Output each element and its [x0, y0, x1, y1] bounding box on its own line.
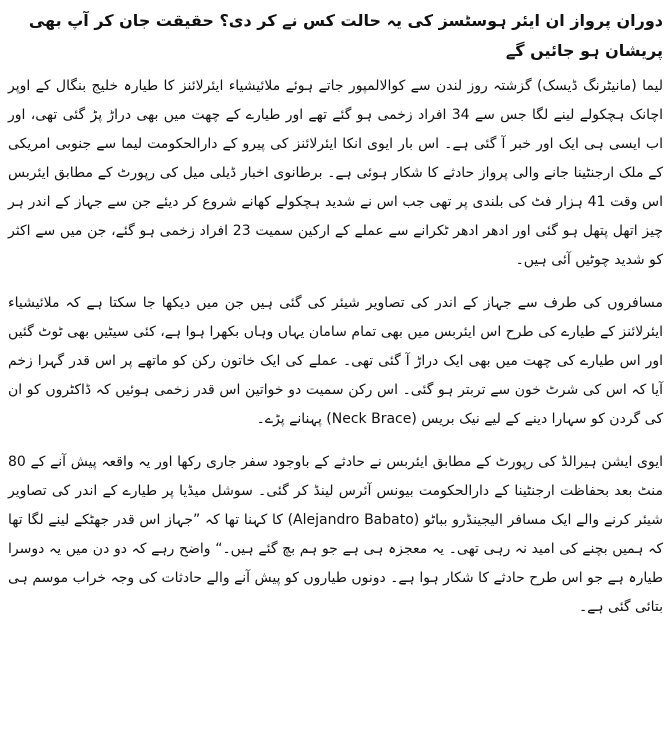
article-headline: دوران پرواز ان ایئر ہوسٹسز کی یہ حالت کس نے کر دی؟ حقیقت جان کر آپ بھی پریشان ہو جائیں گے — [28, 11, 663, 60]
article-paragraph-3: ایوی ایشن ہیرالڈ کی رپورٹ کے مطابق ایئربس نے حادثے کے باوجود سفر جاری رکھا اور یہ واقعہ پیش آنے کے 80 منٹ بعد بحفاظت ارجنٹینا کے دارالحکومت بیونس آئرس لینڈ کر گئی۔ سوشل میڈیا پر طیارے کے اندر کی تصاویر شیئر کرنے والے ایک مسافر الیجینڈرو بباٹو (Alejandro Babato) کا کہنا تھا کہ ”جہاز اس قدر جھٹکے لینے لگا تھا کہ ہمیں بچنے کی امید نہ رہی تھی۔ یہ معجزہ ہی ہے جو ہم بچ گئے ہیں۔“ واضح رہے کہ دو دن میں یہ دوسرا طیارہ ہے جو اس طرح حادثے کا شکار ہوا ہے۔ دونوں طیاروں کو پیش آنے والے حادثات کی وجہ خراب موسم ہی بتائی گئی ہے۔ — [8, 454, 663, 615]
article-paragraph-2: مسافروں کی طرف سے جہاز کے اندر کی تصاویر شیئر کی گئی ہیں جن میں دیکھا جا سکتا ہے کہ ملائیشیاء ایئرلائنز کے طیارے کی طرح اس ایئربس میں بھی تمام سامان یہاں وہاں بکھرا ہوا ہے، کئی سیٹیں بھی ٹوٹ گئیں اور اس طیارے کی چھت میں بھی ایک دراڑ آ گئی تھی۔ عملے کی ایک خاتون رکن کو ماتھے پر اس قدر گہرا زخم آیا کہ اس کی شرٹ خون سے تربتر ہو گئی۔ اس رکن سمیت دو خواتین اس قدر زخمی ہوئیں کہ ڈاکٹروں کو ان کی گردن کو سہارا دینے کے لیے نیک بریس (Neck Brace) پہنانے پڑے۔ — [8, 295, 663, 427]
article — [8, 6, 663, 636]
article-paragraph-1: لیما (مانیٹرنگ ڈیسک) گزشتہ روز لندن سے کوالالمپور جاتے ہوئے ملائیشیاء ایئرلائنز کا طیارہ خلیج بنگال کے اوپر اچانک ہچکولے لینے لگا جس سے 34 افراد زخمی ہو گئے تھے اور طیارے کے چھت میں بھی دراڑ پڑ گئی تھی، اور اب ایسی ہی ایک اور خبر آ گئی ہے۔ اس بار ایوی انکا ایئرلائنز کی پیرو کے دارالحکومت لیما سے جنوبی امریکی کے ملک ارجنٹینا جانے والی پرواز حادثے کا شکار ہوئی ہے۔ برطانوی اخبار ڈیلی میل کی رپورٹ کے مطابق ایئربس اس وقت 41 ہزار فٹ کی بلندی پر تھی جب اس نے شدید ہچکولے کھانے شروع کر دیئے جن سے جہاز کے اندر ہر چیز اتھل پتھل ہو گئی اور ادھر ادھر ٹکرانے سے عملے کے ارکین سمیت 23 افراد زخمی ہو گئے، جن میں سے اکثر کو شدید چوٹیں آئی ہیں۔ — [8, 78, 664, 268]
